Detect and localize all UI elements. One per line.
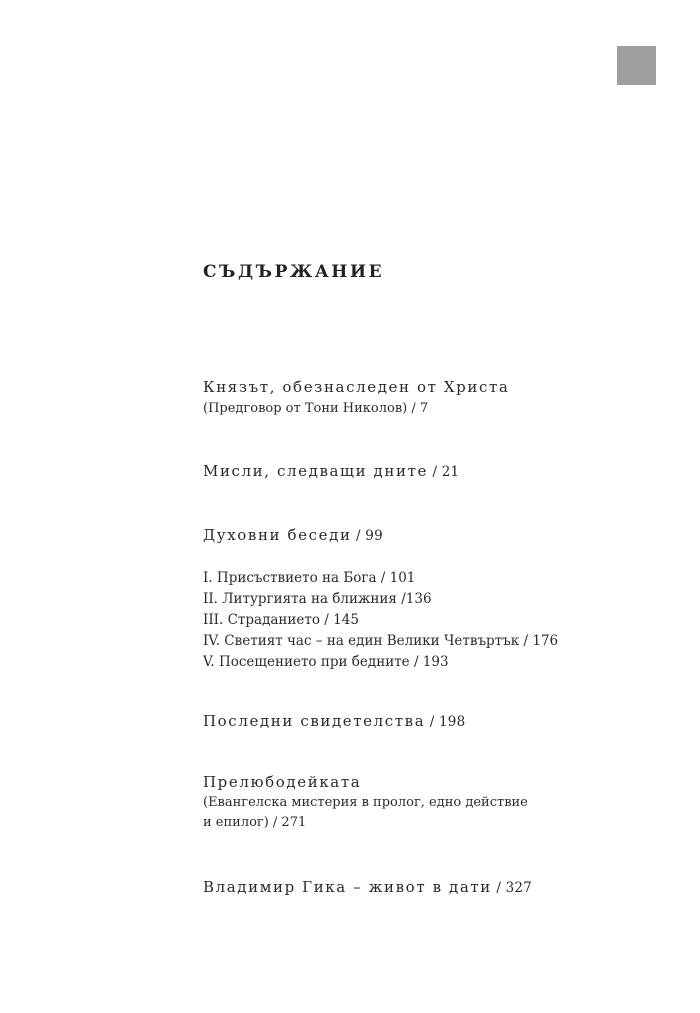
toc-entry-adulteress [203, 773, 528, 833]
toc-entry-prince [203, 378, 509, 419]
toc-entry-thoughts [203, 461, 459, 480]
toc-entry-subtitle-line: и епилог) / 271 [203, 815, 307, 830]
corner-marker [617, 46, 656, 85]
chapter-item: IV. Светият час – на един Велики Четвъртък / 176 [203, 633, 559, 649]
toc-entry-subtitle: (Предговор от Тони Николов) / 7 [203, 401, 429, 416]
toc-entry-title: Мисли, следващи дните [203, 462, 428, 480]
toc-entry-ghika-timeline [203, 877, 532, 896]
toc-entry-page: / 327 [491, 880, 532, 896]
toc-entry-page: / 21 [427, 464, 460, 480]
toc-entry-title: Последни свидетелства [203, 712, 426, 730]
chapter-item: V. Посещението при бедните / 193 [203, 654, 449, 670]
toc-entry-title: Духовни беседи [203, 526, 352, 544]
chapter-item: II. Литургията на ближния /136 [203, 591, 432, 607]
toc-entry-page: / 198 [425, 714, 466, 730]
chapter-item: III. Страданието / 145 [203, 612, 359, 628]
page-title: СЪДЪРЖАНИЕ [203, 262, 385, 282]
toc-entry-title: Прелюбодейката [203, 773, 362, 791]
chapter-item: I. Присъствието на Бога / 101 [203, 570, 416, 586]
chapter-list [203, 568, 558, 673]
toc-entry-spiritual-talks [203, 525, 383, 544]
toc-entry-last-testimonies [203, 711, 465, 730]
toc-entry-page: / 99 [351, 528, 383, 544]
toc-entry-subtitle-line: (Евангелска мистерия в пролог, едно действие [203, 795, 528, 810]
toc-entry-title: Князът, обезнаследен от Христа [203, 378, 510, 396]
toc-entry-title: Владимир Гика – живот в дати [203, 878, 492, 896]
